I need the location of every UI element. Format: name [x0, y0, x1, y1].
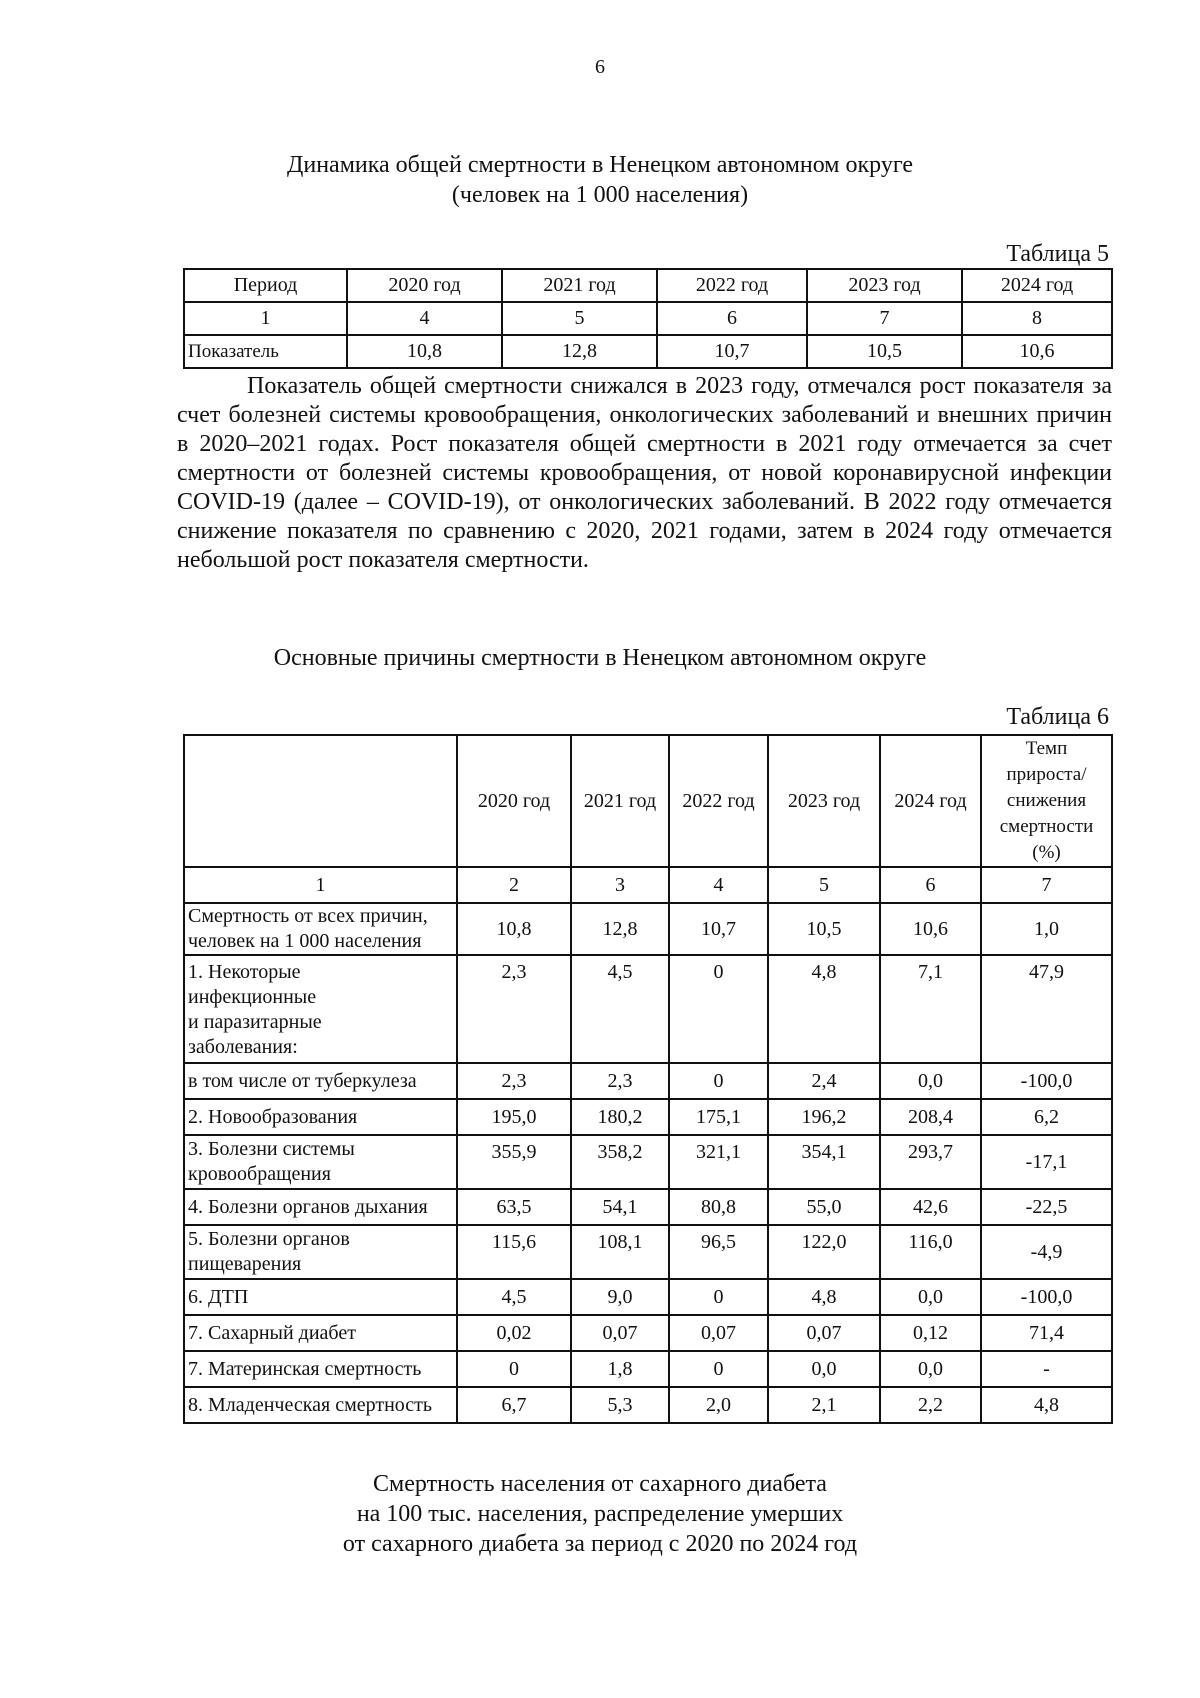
page-number: 6	[595, 56, 605, 78]
table6-value-cell: 96,5	[669, 1225, 768, 1279]
table6-rate-cell: -100,0	[981, 1063, 1112, 1099]
table6-value-cell: 10,7	[669, 903, 768, 955]
table6-number-cell: 4	[669, 867, 768, 903]
table6-value-cell: 293,7	[880, 1135, 981, 1189]
table6-number-cell: 2	[457, 867, 571, 903]
table6-value-cell: 358,2	[571, 1135, 669, 1189]
table6-value-cell: 54,1	[571, 1189, 669, 1225]
table5-title-line1: Динамика общей смертности в Ненецком автономном округе	[286, 152, 914, 178]
table6-row-label-line: 4. Болезни органов дыхания	[188, 1195, 428, 1218]
table6-header-cell: 2023 год	[768, 735, 880, 867]
table5-row-label: Показатель	[184, 335, 347, 368]
table6-rate-cell: -100,0	[981, 1279, 1112, 1315]
table6-header-rate-line: смертности	[999, 816, 1094, 837]
table6-value-cell: 0	[669, 1063, 768, 1099]
table6-number-cell: 7	[981, 867, 1112, 903]
table6	[183, 734, 1113, 1424]
table6-header-rate-line: Темп	[1025, 738, 1068, 759]
table6-row-label	[184, 1135, 457, 1189]
table6-row-label-line: 1. Некоторые	[188, 961, 301, 983]
table6-value-cell: 4,5	[571, 955, 669, 1063]
table6-rate-cell: -17,1	[981, 1135, 1112, 1189]
table6-value-cell: 196,2	[768, 1099, 880, 1135]
table6-row-label-line: 5. Болезни органов	[188, 1228, 350, 1250]
table6-title-line: Основные причины смертности в Ненецком автономном округе	[273, 645, 927, 671]
table6-title	[0, 643, 1200, 673]
table6-value-cell: 354,1	[768, 1135, 880, 1189]
table5-number-cell: 1	[184, 302, 347, 335]
table6-value-cell: 0,0	[880, 1351, 981, 1387]
table6-rate-cell: 4,8	[981, 1387, 1112, 1423]
table6-row-label-line: заболевания:	[188, 1036, 298, 1058]
table6-data-row	[184, 1315, 1112, 1351]
table5-header-row	[184, 269, 1112, 302]
table6-value-cell: 208,4	[880, 1099, 981, 1135]
table6-row-label-line: человек на 1 000 населения	[188, 930, 422, 952]
table6-value-cell: 2,3	[457, 955, 571, 1063]
table6-data-row	[184, 1387, 1112, 1423]
table6-value-cell: 10,6	[880, 903, 981, 955]
table6-value-cell: 2,2	[880, 1387, 981, 1423]
table6-row-label	[184, 1189, 457, 1225]
table5	[183, 268, 1113, 369]
table6-row-label	[184, 1387, 457, 1423]
table5-label: Таблица 5	[1006, 241, 1109, 267]
table5-value-cell: 12,8	[502, 335, 657, 368]
table6-row-label	[184, 955, 457, 1063]
table6-value-cell: 0,07	[571, 1315, 669, 1351]
table6-number-cell: 6	[880, 867, 981, 903]
table6-header-cell: 2020 год	[457, 735, 571, 867]
table6-row-label	[184, 1279, 457, 1315]
table6-row-label-line: и паразитарные	[188, 1011, 322, 1033]
table6-data-row	[184, 903, 1112, 955]
table6-value-cell: 0	[669, 1279, 768, 1315]
table6-rate-cell: -4,9	[981, 1225, 1112, 1279]
table6-value-cell: 2,1	[768, 1387, 880, 1423]
table6-value-cell: 10,5	[768, 903, 880, 955]
table6-row-label	[184, 903, 457, 955]
table6-header-rate-line: прироста/	[1006, 764, 1087, 785]
section3-title-line2: на 100 тыс. населения, распределение умерших	[356, 1501, 844, 1527]
table6-value-cell: 321,1	[669, 1135, 768, 1189]
table6-value-cell: 55,0	[768, 1189, 880, 1225]
table6-row-label-line: 2. Новообразования	[188, 1105, 358, 1128]
table6-row-label	[184, 1099, 457, 1135]
table6-value-cell: 12,8	[571, 903, 669, 955]
table5-header-cell: 2021 год	[502, 269, 657, 302]
table6-value-cell: 2,3	[457, 1063, 571, 1099]
table6-value-cell: 108,1	[571, 1225, 669, 1279]
table5-data-row	[184, 335, 1112, 368]
table5-value-cell: 10,5	[807, 335, 962, 368]
table6-value-cell: 6,7	[457, 1387, 571, 1423]
table6-value-cell: 42,6	[880, 1189, 981, 1225]
table6-value-cell: 0,12	[880, 1315, 981, 1351]
table6-header-cell: 2022 год	[669, 735, 768, 867]
table6-row-label-line: пищеварения	[188, 1253, 302, 1275]
table6-data-row	[184, 955, 1112, 1063]
table6-value-cell: 195,0	[457, 1099, 571, 1135]
table6-rate-cell: 47,9	[981, 955, 1112, 1063]
table6-value-cell: 355,9	[457, 1135, 571, 1189]
table6-data-row	[184, 1279, 1112, 1315]
table5-number-cell: 7	[807, 302, 962, 335]
table6-row-label-line: кровообращения	[188, 1163, 331, 1185]
table5-number-cell: 5	[502, 302, 657, 335]
table6-value-cell: 175,1	[669, 1099, 768, 1135]
body-paragraph: Показатель общей смертности снижался в 2023 году, отмечался рост показателя за счет болезней системы кровообращения, онкологических заболеваний и внешних причин в 2020–2021 годах. Рост показателя общей смертности в 2021 году отмечается за счет смертности от болезней системы кровообращения, от новой коронавирусной инфекции COVID-19 (далее – COVID-19), от онкологических заболеваний. В 2022 году отмечается снижение показателя по сравнению с 2020, 2021 годами, затем в 2024 году отмечается небольшой рост показателя смертности.	[177, 373, 1112, 573]
table5-number-row	[184, 302, 1112, 335]
table6-number-row	[184, 867, 1112, 903]
table6-value-cell: 9,0	[571, 1279, 669, 1315]
table5-value-cell: 10,6	[962, 335, 1112, 368]
table6-number-cell: 3	[571, 867, 669, 903]
table6-row-label-line: инфекционные	[188, 986, 317, 1008]
table6-value-cell: 0,0	[880, 1279, 981, 1315]
table6-header-rate-cell	[981, 735, 1112, 867]
table6-value-cell: 63,5	[457, 1189, 571, 1225]
table6-value-cell: 4,8	[768, 955, 880, 1063]
table6-value-cell: 0	[457, 1351, 571, 1387]
table6-value-cell: 0,02	[457, 1315, 571, 1351]
table5-header-cell: 2024 год	[962, 269, 1112, 302]
table5-header-cell: 2020 год	[347, 269, 502, 302]
table5-header-cell: 2023 год	[807, 269, 962, 302]
table5-title-line2: (человек на 1 000 населения)	[451, 182, 749, 208]
table6-header-cell: 2021 год	[571, 735, 669, 867]
table6-row-label	[184, 1063, 457, 1099]
table6-number-cell: 1	[184, 867, 457, 903]
table5-header-cell: 2022 год	[657, 269, 807, 302]
table6-row-label	[184, 1351, 457, 1387]
table6-row-label-line: 7. Сахарный диабет	[188, 1321, 356, 1344]
table6-rate-cell: 71,4	[981, 1315, 1112, 1351]
table5-number-cell: 4	[347, 302, 502, 335]
table6-value-cell: 4,5	[457, 1279, 571, 1315]
table6-value-cell: 0	[669, 955, 768, 1063]
table6-data-row	[184, 1189, 1112, 1225]
table6-value-cell: 80,8	[669, 1189, 768, 1225]
table5-value-cell: 10,7	[657, 335, 807, 368]
table6-label: Таблица 6	[1006, 704, 1109, 730]
table5-value-cell: 10,8	[347, 335, 502, 368]
section3-title-line1: Смертность населения от сахарного диабета	[373, 1471, 827, 1497]
table6-row-label-line: 6. ДТП	[188, 1285, 249, 1308]
table6-header-cell: 2024 год	[880, 735, 981, 867]
table5-header-cell: Период	[184, 269, 347, 302]
table6-value-cell: 122,0	[768, 1225, 880, 1279]
table6-value-cell: 5,3	[571, 1387, 669, 1423]
table6-value-cell: 2,3	[571, 1063, 669, 1099]
table6-value-cell: 2,0	[669, 1387, 768, 1423]
table6-data-row	[184, 1135, 1112, 1189]
table6-value-cell: 7,1	[880, 955, 981, 1063]
table6-value-cell: 115,6	[457, 1225, 571, 1279]
table6-value-cell: 116,0	[880, 1225, 981, 1279]
table6-row-label	[184, 1225, 457, 1279]
table6-value-cell: 10,8	[457, 903, 571, 955]
table6-row-label-line: 7. Материнская смертность	[188, 1357, 422, 1380]
table6-value-cell: 2,4	[768, 1063, 880, 1099]
table6-header-rate-line: (%)	[1032, 842, 1061, 863]
table6-row-label-line: Смертность от всех причин,	[188, 905, 428, 927]
section3-title	[0, 1469, 1200, 1559]
table6-value-cell: 0,07	[768, 1315, 880, 1351]
table6-header-row	[184, 735, 1112, 867]
table5-title	[0, 150, 1200, 210]
table6-value-cell: 180,2	[571, 1099, 669, 1135]
table6-rate-cell: -22,5	[981, 1189, 1112, 1225]
table6-rate-cell: 6,2	[981, 1099, 1112, 1135]
table6-rate-cell: 1,0	[981, 903, 1112, 955]
table6-value-cell: 0,0	[768, 1351, 880, 1387]
table6-value-cell: 1,8	[571, 1351, 669, 1387]
table6-number-cell: 5	[768, 867, 880, 903]
table6-row-label	[184, 1315, 457, 1351]
table5-number-cell: 6	[657, 302, 807, 335]
table6-row-label-line: 8. Младенческая смертность	[188, 1393, 433, 1416]
table6-value-cell: 0,07	[669, 1315, 768, 1351]
table6-data-row	[184, 1099, 1112, 1135]
table6-data-row	[184, 1063, 1112, 1099]
table6-data-row	[184, 1351, 1112, 1387]
table6-row-label-line: 3. Болезни системы	[188, 1138, 355, 1160]
table6-rate-cell: -	[981, 1351, 1112, 1387]
section3-title-line3: от сахарного диабета за период с 2020 по 2024 год	[342, 1531, 858, 1557]
table6-header-rate-line: снижения	[1006, 790, 1087, 811]
table6-header-corner	[184, 735, 457, 867]
table6-data-row	[184, 1225, 1112, 1279]
table6-value-cell: 0	[669, 1351, 768, 1387]
table6-row-label-line: в том числе от туберкулеза	[188, 1069, 417, 1092]
table6-value-cell: 0,0	[880, 1063, 981, 1099]
table6-value-cell: 4,8	[768, 1279, 880, 1315]
table5-number-cell: 8	[962, 302, 1112, 335]
